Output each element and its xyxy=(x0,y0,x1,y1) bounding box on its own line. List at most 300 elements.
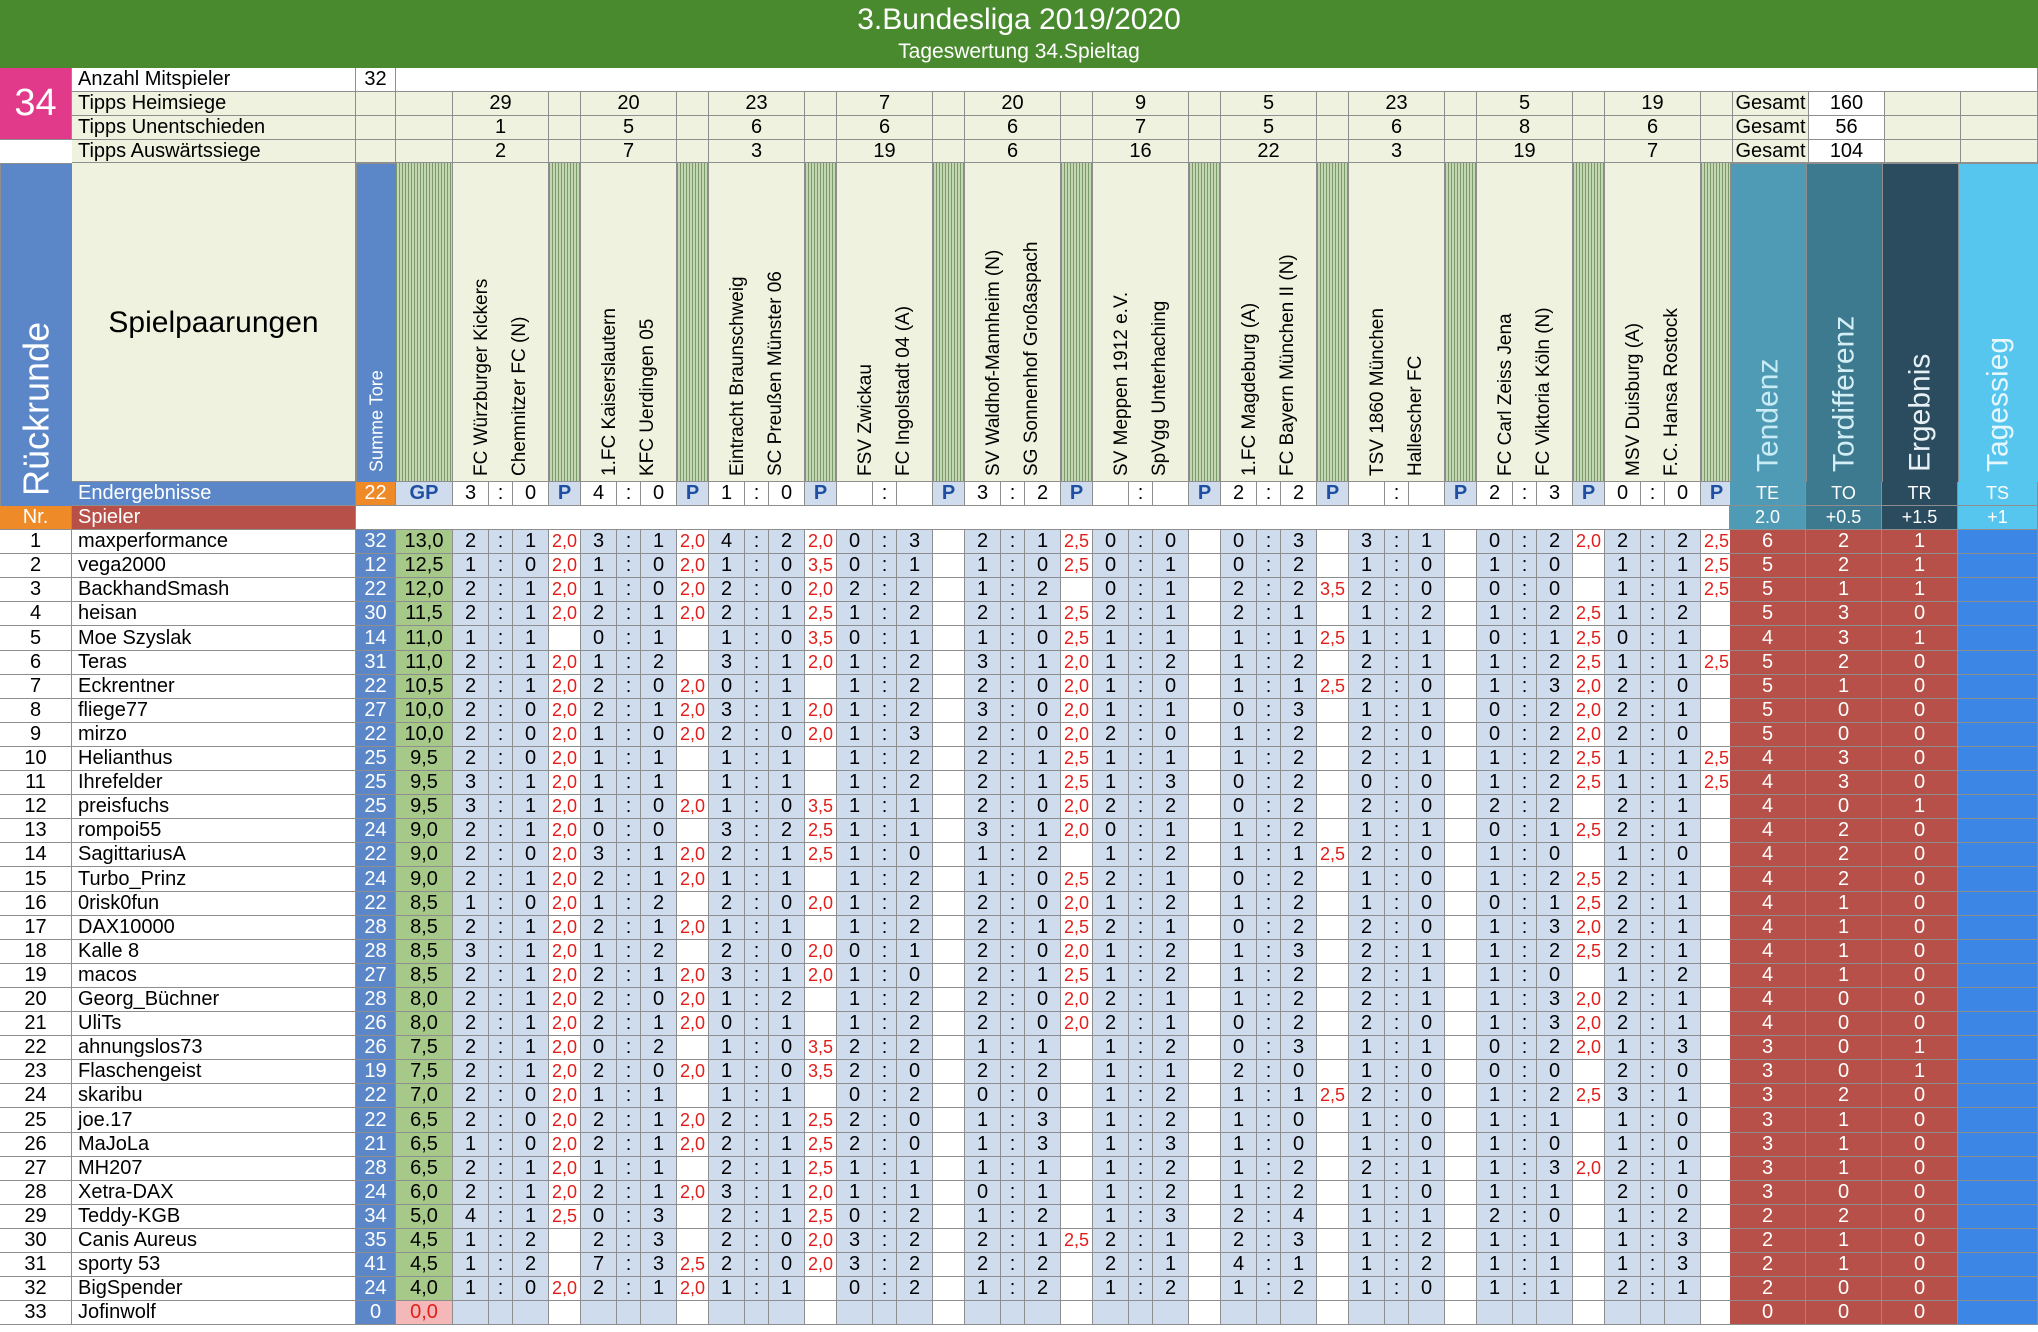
tip-sep: : xyxy=(489,626,513,651)
tip-away: 1 xyxy=(1025,530,1061,554)
tip-points: 2,0 xyxy=(677,916,709,940)
tip-points xyxy=(1189,819,1221,843)
tip-home: 0 xyxy=(1221,699,1257,723)
player-goals-sum: 14 xyxy=(356,626,396,651)
tip-sep: : xyxy=(1257,699,1281,723)
tip-points: 2,0 xyxy=(549,988,581,1012)
tip-points xyxy=(933,1205,965,1229)
tip-home: 2 xyxy=(1605,675,1641,699)
tip-away: 1 xyxy=(641,530,677,554)
tip-points: 2,0 xyxy=(677,843,709,867)
tip-home: 1 xyxy=(1221,940,1257,964)
tips-home-count: 20 xyxy=(581,92,677,116)
tip-points xyxy=(1189,626,1221,651)
tip-sep: : xyxy=(1129,771,1153,795)
tip-home: 1 xyxy=(1605,578,1641,602)
tip-home: 1 xyxy=(965,1108,1001,1133)
tip-home: 1 xyxy=(1477,651,1513,675)
tip-home: 2 xyxy=(1349,651,1385,675)
tip-sep: : xyxy=(617,1133,641,1157)
tip-points xyxy=(1701,699,1733,723)
tip-sep: : xyxy=(489,988,513,1012)
tip-away: 2 xyxy=(897,602,933,626)
player-te: 2 xyxy=(1730,1229,1806,1253)
tip-points: 2,0 xyxy=(677,554,709,578)
player-name: 0risk0fun xyxy=(72,892,356,916)
tip-sep: : xyxy=(1641,940,1665,964)
player-te: 5 xyxy=(1730,675,1806,699)
tip-home: 1 xyxy=(1221,747,1257,771)
tip-away: 3 xyxy=(1025,1133,1061,1157)
tip-home: 2 xyxy=(1093,916,1129,940)
tip-away: 0 xyxy=(1409,916,1445,940)
tip-points xyxy=(1573,1133,1605,1157)
tip-home: 1 xyxy=(1221,892,1257,916)
tip-sep: : xyxy=(617,940,641,964)
tip-away: 3 xyxy=(641,1205,677,1229)
page-title: 3.Bundesliga 2019/2020 xyxy=(857,3,1181,36)
tip-sep xyxy=(1001,1301,1025,1325)
tip-home: 2 xyxy=(1349,747,1385,771)
tip-points xyxy=(805,771,837,795)
tip-points xyxy=(1445,1205,1477,1229)
player-te: 3 xyxy=(1730,1181,1806,1205)
tip-home: 2 xyxy=(581,1060,617,1084)
tip-home: 1 xyxy=(709,626,745,651)
tip-home: 0 xyxy=(1093,578,1129,602)
tip-home: 0 xyxy=(1349,771,1385,795)
player-nr: 3 xyxy=(0,578,72,602)
tip-home: 1 xyxy=(1349,819,1385,843)
tip-sep xyxy=(1641,1301,1665,1325)
player-te: 5 xyxy=(1730,699,1806,723)
tip-points xyxy=(1445,867,1477,892)
player-goals-sum: 24 xyxy=(356,819,396,843)
match-pattern xyxy=(1189,163,1221,482)
tip-home: 2 xyxy=(453,1157,489,1181)
tip-points xyxy=(1445,1084,1477,1108)
player-goals-sum: 22 xyxy=(356,1084,396,1108)
tip-home: 1 xyxy=(1221,819,1257,843)
player-gp: 11,0 xyxy=(396,651,453,675)
tip-sep: : xyxy=(1641,530,1665,554)
result-away: 0 xyxy=(513,482,549,506)
player-gp: 8,5 xyxy=(396,916,453,940)
tip-points xyxy=(1189,578,1221,602)
tip-home: 1 xyxy=(1605,602,1641,626)
tip-points xyxy=(1445,1181,1477,1205)
tip-away: 1 xyxy=(1665,988,1701,1012)
tip-home: 2 xyxy=(965,771,1001,795)
player-tr: 0 xyxy=(1882,1133,1958,1157)
tip-sep: : xyxy=(1385,530,1409,554)
tip-away: 0 xyxy=(1537,1060,1573,1084)
tip-points xyxy=(933,1108,965,1133)
player-nr: 16 xyxy=(0,892,72,916)
tip-sep: : xyxy=(1257,578,1281,602)
tip-home: 1 xyxy=(1221,1181,1257,1205)
tip-away: 0 xyxy=(1409,554,1445,578)
player-name: Turbo_Prinz xyxy=(72,867,356,892)
tip-sep: : xyxy=(1641,867,1665,892)
tip-points xyxy=(1445,1301,1477,1325)
tip-away: 2 xyxy=(897,988,933,1012)
rueckrunde-header: Rückrunde xyxy=(0,163,72,506)
tip-sep: : xyxy=(617,1181,641,1205)
player-goals-sum: 22 xyxy=(356,892,396,916)
tip-points: 2,5 xyxy=(1317,675,1349,699)
tip-home: 1 xyxy=(709,1060,745,1084)
tip-away xyxy=(513,1301,549,1325)
player-tr: 1 xyxy=(1882,1036,1958,1060)
tip-home: 2 xyxy=(1605,699,1641,723)
tip-points xyxy=(1317,747,1349,771)
tip-home: 1 xyxy=(1349,1253,1385,1277)
tip-sep: : xyxy=(873,530,897,554)
player-to: 2 xyxy=(1806,1084,1882,1108)
tip-sep: : xyxy=(1513,675,1537,699)
player-goals-sum: 27 xyxy=(356,964,396,988)
info-empty xyxy=(1317,116,1349,140)
tip-away: 2 xyxy=(1537,867,1573,892)
tips-away-count: 16 xyxy=(1093,140,1189,163)
tip-sep: : xyxy=(1257,1060,1281,1084)
gesamt-label: Gesamt xyxy=(1733,116,1809,140)
tip-points xyxy=(549,1229,581,1253)
tip-home: 1 xyxy=(453,1133,489,1157)
tips-home-count: 9 xyxy=(1093,92,1189,116)
tip-away: 2 xyxy=(1281,723,1317,747)
info-empty xyxy=(1701,92,1733,116)
match-pattern xyxy=(1317,163,1349,482)
tip-home: 1 xyxy=(1093,1133,1129,1157)
tip-away: 2 xyxy=(1281,819,1317,843)
tip-points: 2,5 xyxy=(1061,554,1093,578)
spreadsheet-grid xyxy=(0,68,2038,1332)
tip-sep: : xyxy=(1001,723,1025,747)
tip-points xyxy=(805,1012,837,1036)
tip-away: 0 xyxy=(513,1133,549,1157)
tip-sep: : xyxy=(745,940,769,964)
tip-away: 0 xyxy=(641,723,677,747)
tip-home: 2 xyxy=(581,867,617,892)
tip-sep: : xyxy=(873,795,897,819)
tip-points xyxy=(1189,843,1221,867)
tip-home: 1 xyxy=(1477,1133,1513,1157)
tip-away: 2 xyxy=(897,675,933,699)
player-tr: 1 xyxy=(1882,530,1958,554)
tip-sep: : xyxy=(1513,771,1537,795)
tip-home: 2 xyxy=(453,867,489,892)
tip-sep: : xyxy=(873,554,897,578)
tip-sep: : xyxy=(1257,675,1281,699)
player-gp: 9,5 xyxy=(396,795,453,819)
tip-away: 1 xyxy=(1537,819,1573,843)
tip-home: 2 xyxy=(965,1253,1001,1277)
tip-away: 0 xyxy=(769,626,805,651)
tip-home: 2 xyxy=(453,916,489,940)
player-te: 4 xyxy=(1730,795,1806,819)
tip-sep: : xyxy=(1257,819,1281,843)
match-header xyxy=(709,163,805,482)
tip-sep: : xyxy=(617,1157,641,1181)
tip-sep: : xyxy=(1385,916,1409,940)
tip-away: 2 xyxy=(1025,1277,1061,1301)
tip-home: 2 xyxy=(709,1205,745,1229)
tip-points: 3,5 xyxy=(805,1036,837,1060)
player-goals-sum: 28 xyxy=(356,940,396,964)
tip-home: 1 xyxy=(1349,1060,1385,1084)
tip-away: 0 xyxy=(1025,892,1061,916)
tip-points xyxy=(1573,795,1605,819)
tip-sep: : xyxy=(1129,626,1153,651)
tip-sep: : xyxy=(1129,892,1153,916)
player-gp: 13,0 xyxy=(396,530,453,554)
player-tr: 1 xyxy=(1882,554,1958,578)
tip-points xyxy=(1573,1229,1605,1253)
tip-home: 1 xyxy=(1477,1253,1513,1277)
result-away: 0 xyxy=(1665,482,1701,506)
tip-home: 2 xyxy=(453,1108,489,1133)
tip-points: 3,5 xyxy=(1317,578,1349,602)
tip-home: 2 xyxy=(1221,602,1257,626)
tip-home: 2 xyxy=(709,1133,745,1157)
tip-away: 0 xyxy=(641,578,677,602)
player-te: 3 xyxy=(1730,1108,1806,1133)
tip-sep xyxy=(617,1301,641,1325)
tip-home: 1 xyxy=(1605,554,1641,578)
tip-sep: : xyxy=(1641,1012,1665,1036)
info-empty xyxy=(396,140,453,163)
tip-points: 2,0 xyxy=(677,1108,709,1133)
tip-points xyxy=(1189,1301,1221,1325)
tip-home: 3 xyxy=(581,843,617,867)
tip-home: 2 xyxy=(453,1060,489,1084)
match-away-team: FC Ingolstadt 04 (A) xyxy=(893,305,914,476)
tip-points xyxy=(933,723,965,747)
player-ts xyxy=(1958,1012,2038,1036)
info-empty xyxy=(1445,92,1477,116)
tip-away: 2 xyxy=(1537,602,1573,626)
player-gp: 10,5 xyxy=(396,675,453,699)
gp-header-pattern xyxy=(396,163,453,482)
tip-points: 2,5 xyxy=(677,1253,709,1277)
tips-away-count: 3 xyxy=(709,140,805,163)
tip-sep: : xyxy=(489,1060,513,1084)
player-ts xyxy=(1958,867,2038,892)
player-nr: 1 xyxy=(0,530,72,554)
player-ts xyxy=(1958,675,2038,699)
player-name: Jofinwolf xyxy=(72,1301,356,1325)
player-tr: 0 xyxy=(1882,940,1958,964)
tip-home: 2 xyxy=(965,964,1001,988)
player-te: 5 xyxy=(1730,578,1806,602)
tip-home: 1 xyxy=(1093,843,1129,867)
tip-sep: : xyxy=(1641,988,1665,1012)
tip-home: 1 xyxy=(1093,771,1129,795)
player-te: 2 xyxy=(1730,1277,1806,1301)
match-home-team: Eintracht Braunschweig xyxy=(727,276,748,476)
player-to: 0 xyxy=(1806,1277,1882,1301)
player-ts xyxy=(1958,964,2038,988)
player-to: 2 xyxy=(1806,651,1882,675)
tip-sep: : xyxy=(1385,988,1409,1012)
tip-points xyxy=(1445,651,1477,675)
tip-sep: : xyxy=(1385,723,1409,747)
tip-home: 1 xyxy=(1221,1084,1257,1108)
tip-sep: : xyxy=(1513,1181,1537,1205)
tip-sep: : xyxy=(1385,892,1409,916)
tip-sep: : xyxy=(1385,1157,1409,1181)
tip-points: 2,0 xyxy=(677,1060,709,1084)
tip-away: 2 xyxy=(1153,843,1189,867)
player-tr: 0 xyxy=(1882,1157,1958,1181)
tip-home: 1 xyxy=(1349,1036,1385,1060)
tip-away: 2 xyxy=(641,1036,677,1060)
player-nr: 31 xyxy=(0,1253,72,1277)
tip-away: 2 xyxy=(1537,1084,1573,1108)
player-goals-sum: 35 xyxy=(356,1229,396,1253)
tip-away: 1 xyxy=(1665,819,1701,843)
tip-home: 2 xyxy=(581,1012,617,1036)
match-home-team: 1.FC Magdeburg (A) xyxy=(1239,302,1260,476)
tip-home: 2 xyxy=(1605,916,1641,940)
player-gp: 9,5 xyxy=(396,747,453,771)
tip-away: 1 xyxy=(1281,1253,1317,1277)
tip-points xyxy=(1317,1229,1349,1253)
player-name: rompoi55 xyxy=(72,819,356,843)
player-gp: 8,5 xyxy=(396,940,453,964)
tip-home: 1 xyxy=(1221,723,1257,747)
tip-home: 2 xyxy=(1221,1205,1257,1229)
tip-points xyxy=(1189,1181,1221,1205)
tip-points: 2,5 xyxy=(1061,964,1093,988)
tip-away: 1 xyxy=(1025,747,1061,771)
tip-sep: : xyxy=(617,843,641,867)
tip-sep: : xyxy=(1385,795,1409,819)
tip-points xyxy=(677,1229,709,1253)
tip-home xyxy=(965,1301,1001,1325)
tip-sep: : xyxy=(489,964,513,988)
tip-sep: : xyxy=(873,651,897,675)
tip-away: 0 xyxy=(513,892,549,916)
tip-sep: : xyxy=(1641,1181,1665,1205)
player-ts xyxy=(1958,1060,2038,1084)
tip-away: 0 xyxy=(1409,1181,1445,1205)
tip-home: 3 xyxy=(1605,1084,1641,1108)
tip-sep: : xyxy=(617,651,641,675)
tip-away: 1 xyxy=(769,916,805,940)
tip-points xyxy=(1445,940,1477,964)
tip-away: 1 xyxy=(769,1205,805,1229)
player-goals-sum: 28 xyxy=(356,1157,396,1181)
result-home xyxy=(1093,482,1129,506)
tip-sep: : xyxy=(745,530,769,554)
tip-sep: : xyxy=(1129,651,1153,675)
player-ts xyxy=(1958,747,2038,771)
tip-home: 2 xyxy=(1605,1181,1641,1205)
tip-away: 1 xyxy=(641,1277,677,1301)
match-header xyxy=(453,163,549,482)
tip-sep: : xyxy=(873,1229,897,1253)
tip-sep: : xyxy=(1257,867,1281,892)
tip-points xyxy=(933,964,965,988)
tip-sep: : xyxy=(1257,771,1281,795)
tip-home: 1 xyxy=(581,723,617,747)
tip-home: 2 xyxy=(1605,723,1641,747)
tip-away: 3 xyxy=(897,530,933,554)
tip-home: 1 xyxy=(837,771,873,795)
tip-points: 2,0 xyxy=(549,867,581,892)
player-nr: 27 xyxy=(0,1157,72,1181)
tip-sep: : xyxy=(1641,771,1665,795)
stat-header-ts: Tagessieg xyxy=(1958,163,2038,482)
tip-points xyxy=(677,940,709,964)
player-nr: 29 xyxy=(0,1205,72,1229)
tip-points xyxy=(1445,675,1477,699)
tip-sep: : xyxy=(1385,602,1409,626)
tips-away-count: 22 xyxy=(1221,140,1317,163)
tip-away: 1 xyxy=(1025,964,1061,988)
tip-away: 1 xyxy=(1409,988,1445,1012)
player-gp: 9,0 xyxy=(396,843,453,867)
tip-sep: : xyxy=(617,1060,641,1084)
tip-away: 1 xyxy=(1409,940,1445,964)
tips-home-count: 23 xyxy=(1349,92,1445,116)
tip-home: 1 xyxy=(709,771,745,795)
tip-home: 0 xyxy=(837,940,873,964)
tip-away: 0 xyxy=(1025,554,1061,578)
tip-home: 1 xyxy=(1093,1036,1129,1060)
tip-home: 1 xyxy=(581,578,617,602)
result-away: 2 xyxy=(1281,482,1317,506)
tip-sep: : xyxy=(1641,675,1665,699)
match-header xyxy=(837,163,933,482)
tip-sep: : xyxy=(1129,602,1153,626)
tip-points: 2,0 xyxy=(1061,892,1093,916)
tip-home: 2 xyxy=(965,988,1001,1012)
player-gp: 7,5 xyxy=(396,1060,453,1084)
tip-away: 2 xyxy=(513,1253,549,1277)
tip-sep: : xyxy=(1385,1253,1409,1277)
tip-points: 2,0 xyxy=(549,771,581,795)
player-ts xyxy=(1958,843,2038,867)
tip-away: 0 xyxy=(1025,626,1061,651)
tip-home: 1 xyxy=(453,1229,489,1253)
tip-away: 1 xyxy=(513,795,549,819)
info-empty xyxy=(1961,92,2038,116)
tip-home: 1 xyxy=(1093,1108,1129,1133)
player-te: 4 xyxy=(1730,843,1806,867)
match-pattern xyxy=(549,163,581,482)
tip-points xyxy=(1701,1108,1733,1133)
tip-away: 1 xyxy=(1153,1229,1189,1253)
tip-away: 1 xyxy=(1665,1084,1701,1108)
tip-points xyxy=(1445,819,1477,843)
tip-away: 1 xyxy=(1665,916,1701,940)
tip-points: 2,0 xyxy=(805,1181,837,1205)
tip-sep: : xyxy=(1129,554,1153,578)
tip-away: 1 xyxy=(769,964,805,988)
tip-home: 2 xyxy=(1349,723,1385,747)
tip-away: 0 xyxy=(1409,1012,1445,1036)
tip-sep: : xyxy=(1257,602,1281,626)
tip-home: 0 xyxy=(1093,530,1129,554)
tip-home: 2 xyxy=(965,675,1001,699)
tip-away: 1 xyxy=(769,771,805,795)
tip-points: 2,0 xyxy=(1573,699,1605,723)
tip-home: 2 xyxy=(1349,1084,1385,1108)
